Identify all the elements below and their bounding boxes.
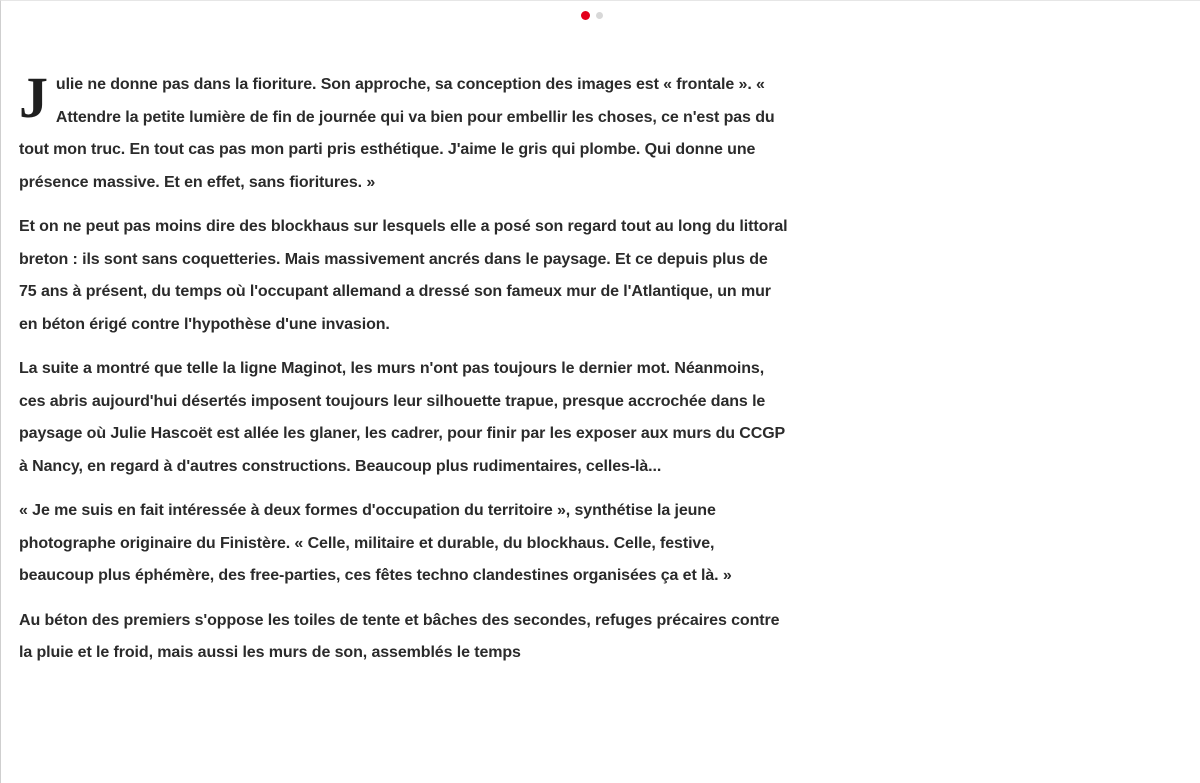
carousel-pagination <box>581 11 603 20</box>
carousel-dot-active[interactable] <box>581 11 590 20</box>
paragraph-1 <box>19 65 789 199</box>
carousel-dot-inactive[interactable] <box>596 12 603 19</box>
paragraph-3: La suite a montré que telle la ligne Maginot, les murs n'ont pas toujours le dernier mot. Néanmoins, ces abris aujourd'hui désertés imposent toujours leur silhouette trapue, presque accrochée dans le paysage où Julie Hascoët est allée les glaner, les cadrer, pour finir par les exposer aux murs du CCGP à Nancy, en regard à d'autres constructions. Beaucoup plus rudimentaires, celles-là... <box>19 360 785 475</box>
drop-cap: J <box>19 65 48 130</box>
paragraph-5: Au béton des premiers s'oppose les toiles de tente et bâches des secondes, refuges précaires contre la pluie et le froid, mais aussi les murs de son, assemblés le temps <box>19 611 780 661</box>
paragraph-2: Et on ne peut pas moins dire des blockhaus sur lesquels elle a posé son regard tout au long du littoral breton : ils sont sans coquetteries. Mais massivement ancrés dans le paysage. Et ce depuis plus de 75 ans à présent, du temps où l'occupant allemand a dressé son fameux mur de l'Atlantique, un mur en béton érigé contre l'hypothèse d'une invasion. <box>19 218 788 333</box>
paragraph-4: « Je me suis en fait intéressée à deux formes d'occupation du territoire », synthétise la jeune photographe originaire du Finistère. « Celle, militaire et durable, du blockhaus. Celle, festive, beaucoup plus éphémère, des free-parties, ces fêtes techno clandestines organisées ça et là. » <box>19 502 732 584</box>
paragraph-1-text: ulie ne donne pas dans la fioriture. Son approche, sa conception des images est « frontale ». « Attendre la petite lumière de fin de journée qui va bien pour embellir les choses, ce n'est pas du tout mon truc. En tout cas pas mon parti pris esthétique. J'aime le gris qui plombe. Qui donne une présence massive. Et en effet, sans fioritures. » <box>19 76 775 191</box>
article-body <box>19 65 789 682</box>
